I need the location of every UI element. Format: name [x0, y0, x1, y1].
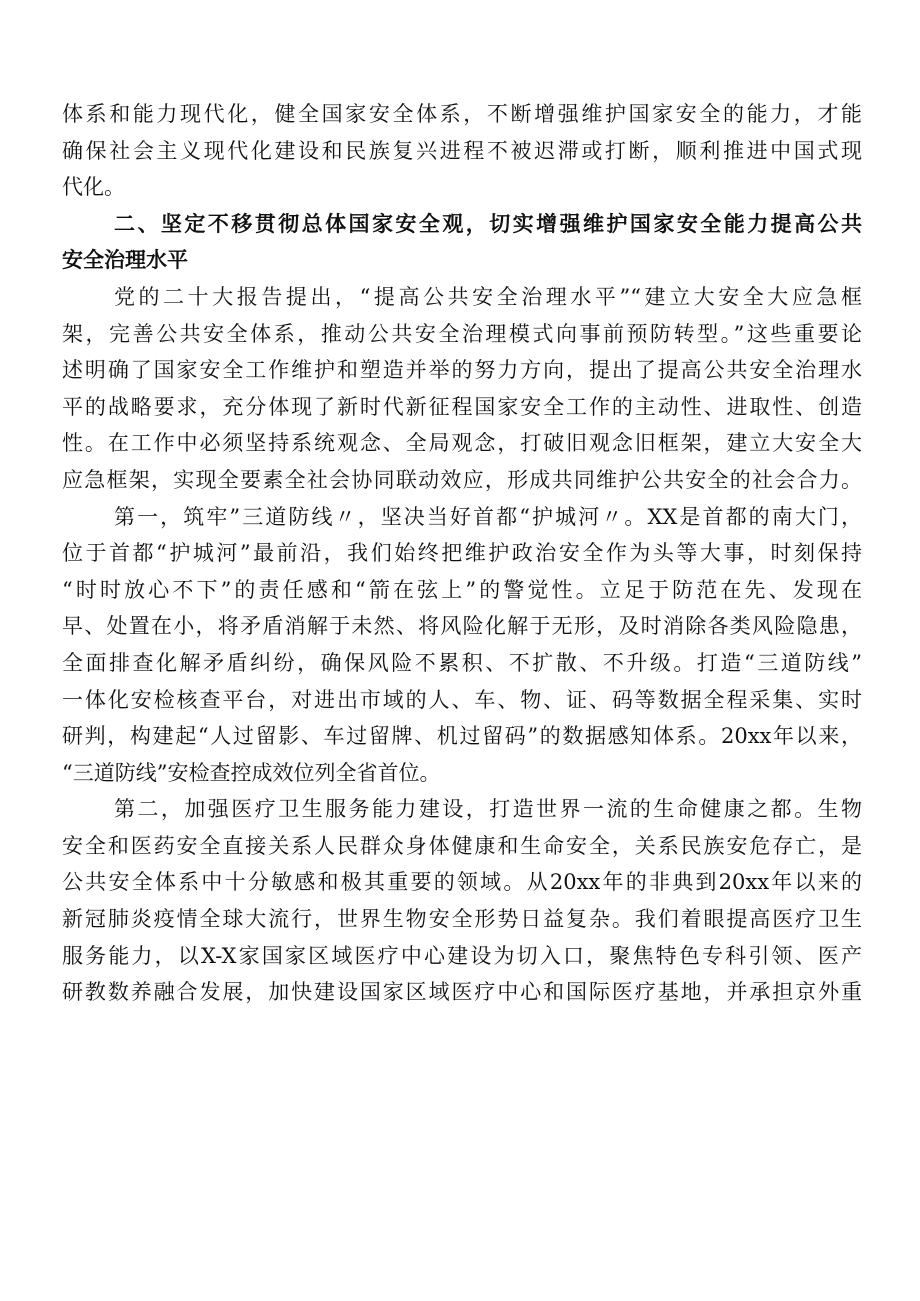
text-line: “时时放心不下”的责任感和“箭在弦上”的警觉性。立足于防范在先、发现在: [62, 577, 862, 602]
text-line: 位于首都“护城河”最前沿，我们始终把维护政治安全作为头等大事，时刻保持: [62, 541, 862, 566]
text-line: 第二，加强医疗卫生服务能力建设，打造世界一流的生命健康之都。生物: [114, 797, 862, 822]
text-line: 应急框架，实现全要素全社会协同联动效应，形成共同维护公共安全的社会合力。: [62, 467, 862, 492]
text-line: 平的战略要求，充分体现了新时代新征程国家安全工作的主动性、进取性、创造: [62, 394, 862, 419]
text-line: 第一，筑牢”三道防线〃，坚决当好首都“护城河〃。XX是首都的南大门，: [114, 504, 862, 529]
section-heading: [62, 206, 862, 279]
heading-line: 二、坚定不移贯彻总体国家安全观，切实增强维护国家安全能力提高公共: [114, 211, 862, 236]
text-line: 性。在工作中必须坚持系统观念、全局观念，打破旧观念旧框架，建立大安全大: [62, 431, 862, 456]
text-line: 公共安全体系中十分敏感和极其重要的领域。从20xx年的非典到20xx年以来的: [62, 870, 862, 895]
paragraph-1: [62, 96, 862, 205]
heading-line: 安全治理水平: [62, 248, 188, 273]
paragraph-4: [62, 791, 862, 1010]
text-line: 安全和医药安全直接关系人民群众身体健康和生命安全，关系民族安危存亡，是: [62, 833, 862, 858]
text-line: 体系和能力现代化，健全国家安全体系，不断增强维护国家安全的能力，才能: [62, 102, 862, 126]
text-line: 研教数养融合发展，加快建设国家区域医疗中心和国际医疗基地，并承担京外重: [62, 980, 862, 1005]
document-page: [62, 96, 862, 1011]
text-line: 全面排查化解矛盾纠纷，确保风险不累积、不扩散、不升级。打造“三道防线”: [62, 650, 862, 675]
text-line: “三道防线”安检查控成效位列全省首位。: [62, 760, 441, 785]
text-line: 研判，构建起“人过留影、车过留牌、机过留码”的数据感知体系。20xx年以来，: [62, 724, 862, 749]
text-line: 服务能力，以X-X家国家区域医疗中心建设为切入口，聚焦特色专科引领、医产: [62, 943, 862, 968]
text-line: 架，完善公共安全体系，推动公共安全治理模式向事前预防转型。”这些重要论: [62, 321, 862, 346]
paragraph-3: [62, 499, 862, 791]
paragraph-2: [62, 279, 862, 498]
text-line: 新冠肺炎疫情全球大流行，世界生物安全形势日益复杂。我们着眼提高医疗卫生: [62, 907, 862, 932]
text-line: 述明确了国家安全工作维护和塑造并举的努力方向，提出了提高公共安全治理水: [62, 358, 862, 383]
text-line: 一体化安检核查平台，对进出市域的人、车、物、证、码等数据全程采集、实时: [62, 687, 862, 712]
text-line: 代化。: [62, 175, 125, 200]
text-line: 确保社会主义现代化建设和民族复兴进程不被迟滞或打断，顺利推进中国式现: [62, 138, 862, 163]
text-line: 党的二十大报告提出，“提高公共安全治理水平”“建立大安全大应急框: [114, 284, 862, 309]
text-line: 早、处置在小，将矛盾消解于未然、将风险化解于无形，及时消除各类风险隐患，: [62, 614, 862, 639]
